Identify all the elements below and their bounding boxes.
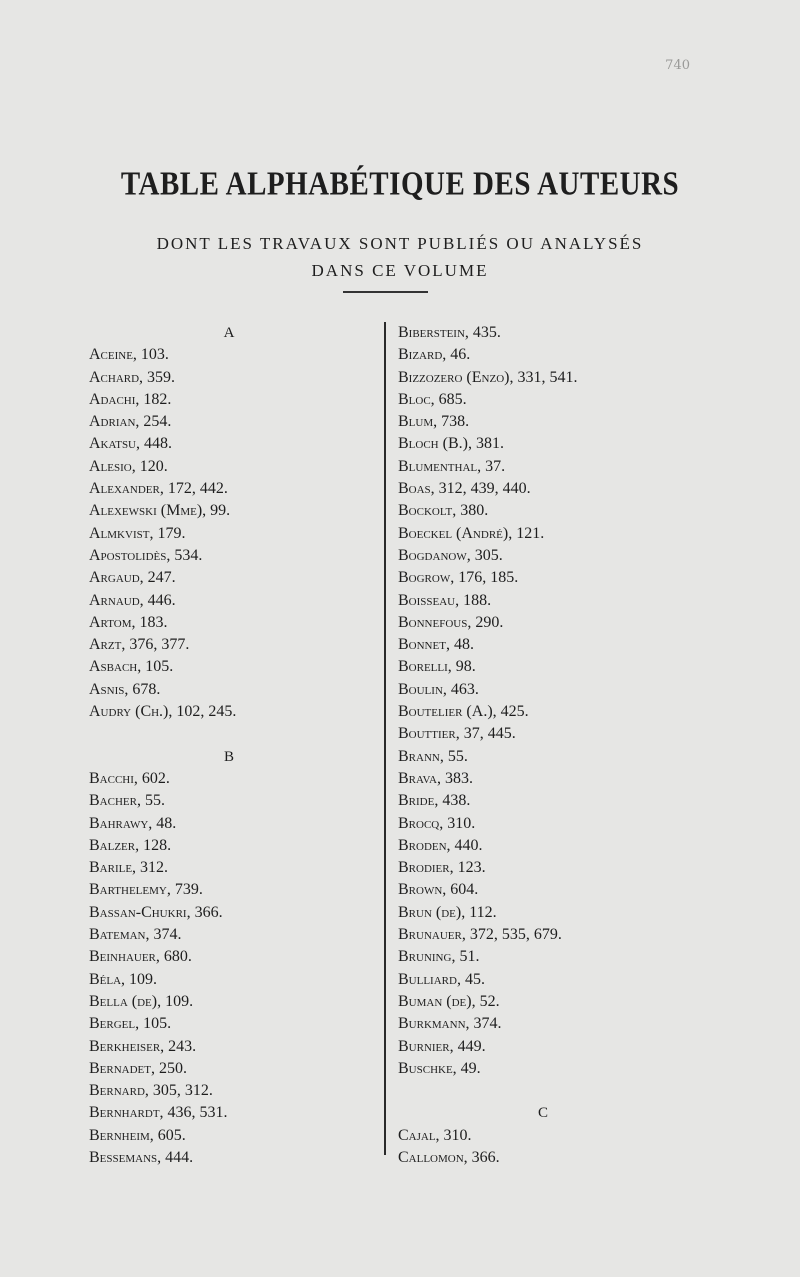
author-entry: Asnis, 678. [89,680,161,698]
author-entry: Bessemans, 444. [89,1148,194,1166]
author-entry: Callomon, 366. [398,1148,500,1166]
author-entry: Buschke, 49. [398,1059,481,1077]
author-entry: Brun (de), 112. [398,903,497,921]
author-entry: Aceine, 103. [89,346,169,364]
author-entry: Barile, 312. [89,859,169,877]
author-entry: Arnaud, 446. [89,591,176,609]
author-entry: Barthelemy, 739. [89,881,203,899]
author-entry: Bouttier, 37, 445. [398,725,516,743]
author-entry: Bonnet, 48. [398,636,474,654]
author-entry: Bahrawy, 48. [89,814,177,832]
author-entry: Bonnefous, 290. [398,613,504,631]
author-entry: Cajal, 310. [398,1126,472,1144]
author-entry: Bacchi, 602. [89,769,170,787]
author-entry: Bogdanow, 305. [398,546,503,564]
column-divider [384,322,386,1155]
author-entry: Bernadet, 250. [89,1059,187,1077]
author-entry: Berkheiser, 243. [89,1037,197,1055]
author-entry: Borelli, 98. [398,658,476,676]
author-entry: Audry (Ch.), 102, 245. [89,703,237,721]
author-entry: Brodier, 123. [398,859,486,877]
author-entry: Burnier, 449. [398,1037,486,1055]
author-entry: Bassan-Chukri, 366. [89,903,223,921]
author-entry: Achard, 359. [89,368,176,386]
author-entry: Balzer, 128. [89,836,172,854]
section-letter: C [537,1105,548,1122]
author-entry: Bernheim, 605. [89,1126,186,1144]
author-entry: Boutelier (A.), 425. [398,703,529,721]
author-entry: Bernhardt, 436, 531. [89,1104,228,1122]
page-subtitle [0,230,800,284]
section-spacer [89,723,389,745]
author-entry: Blum, 738. [398,413,470,431]
author-entry: Beinhauer, 680. [89,948,192,966]
author-entry: Bruning, 51. [398,948,480,966]
author-entry: Brann, 55. [398,747,468,765]
author-entry: Alexander, 172, 442. [89,480,228,498]
author-entry: Brocq, 310. [398,814,476,832]
author-entry: Alexewski (Mme), 99. [89,502,231,520]
page-title: TABLE ALPHABÉTIQUE DES AUTEURS [120,165,680,203]
author-entry: Bella (de), 109. [89,992,194,1010]
author-entry: Bulliard, 45. [398,970,485,988]
section-letter: A [223,325,235,341]
author-entry: Boisseau, 188. [398,591,492,609]
author-entry: Buman (de), 52. [398,992,500,1010]
author-entry: Bride, 438. [398,792,471,810]
section-letter: B [223,748,234,765]
author-entry: Bernard, 305, 312. [89,1082,213,1100]
author-entry: Boeckel (André), 121. [398,524,545,542]
author-entry: Bizard, 46. [398,346,471,364]
author-entry: Bloch (B.), 381. [398,435,504,453]
author-entry: Artom, 183. [89,613,168,631]
author-entry: Adrian, 254. [89,413,172,431]
author-entry: Argaud, 247. [89,569,176,587]
left-column [89,322,389,1169]
author-entry: Almkvist, 179. [89,524,186,542]
author-entry: Bizzozero (Enzo), 331, 541. [398,368,578,386]
author-entry: Akatsu, 448. [89,435,173,453]
author-entry: Bogrow, 176, 185. [398,569,519,587]
author-entry: Bateman, 374. [89,926,182,944]
author-entry: Bloc, 685. [398,390,467,408]
author-entry: Alesio, 120. [89,457,168,475]
author-entry: Boulin, 463. [398,680,479,698]
author-entry: Burkmann, 374. [398,1015,502,1033]
author-entry: Adachi, 182. [89,390,172,408]
subtitle-line-1: DONT LES TRAVAUX SONT PUBLIÉS OU ANALYSÉS [156,234,644,253]
author-entry: Boas, 312, 439, 440. [398,480,531,498]
author-entry: Biberstein, 435. [398,324,501,341]
author-entry: Brava, 383. [398,769,474,787]
author-entry: Bergel, 105. [89,1015,172,1033]
author-entry: Brown, 604. [398,881,479,899]
right-column [398,322,698,1169]
author-entry: Asbach, 105. [89,658,174,676]
author-entry: Brunauer, 372, 535, 679. [398,926,562,944]
author-entry: Bockolt, 380. [398,502,489,520]
author-entry: Béla, 109. [89,970,158,988]
author-entry: Arzt, 376, 377. [89,636,190,654]
page-number: 740 [665,58,690,73]
author-entry: Bacher, 55. [89,792,165,810]
author-entry: Apostolidès, 534. [89,546,203,564]
section-spacer [398,1080,698,1102]
subtitle-line-2: DANS CE VOLUME [311,261,489,280]
author-entry: Blumenthal, 37. [398,457,506,475]
author-entry: Broden, 440. [398,836,483,854]
title-rule [343,291,428,293]
